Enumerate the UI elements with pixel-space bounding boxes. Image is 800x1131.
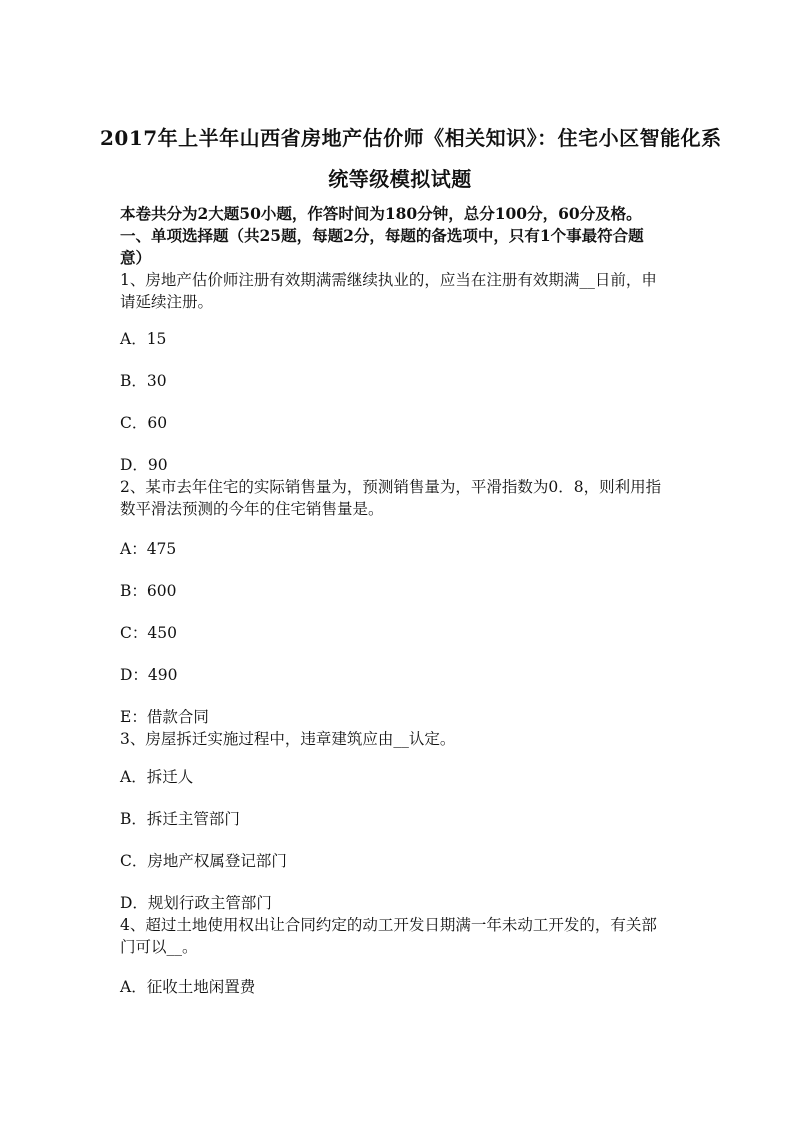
question-1-stem-line-2: 请延续注册。	[120, 293, 214, 311]
question-2-option-c: C：450	[120, 624, 177, 642]
question-1-option-c: C．60	[120, 414, 168, 432]
section-heading-line-2: 意）	[120, 248, 152, 267]
question-1-stem-line-1: 1、房地产估价师注册有效期满需继续执业的，应当在注册有效期满__日前，申	[120, 271, 657, 289]
document-title-line-1: 2017年上半年山西省房地产估价师《相关知识》：住宅小区智能化系	[100, 126, 722, 150]
question-3-option-a: A．拆迁人	[120, 768, 194, 786]
question-2-option-e: E：借款合同	[120, 708, 209, 726]
question-1-option-b: B．30	[120, 372, 167, 390]
question-3-option-b: B．拆迁主管部门	[120, 810, 240, 828]
question-4-option-a: A．征收土地闲置费	[120, 978, 256, 996]
exam-intro: 本卷共分为2大题50小题，作答时间为180分钟，总分100分，60分及格。	[120, 204, 642, 223]
document-title-line-2: 统等级模拟试题	[328, 167, 472, 191]
section-heading-line-1: 一、单项选择题（共25题，每题2分，每题的备选项中，只有1个事最符合题	[120, 226, 644, 245]
question-2-option-a: A：475	[120, 540, 177, 558]
question-4-stem-line-1: 4、超过土地使用权出让合同约定的动工开发日期满一年未动工开发的，有关部	[120, 916, 657, 934]
question-3-stem-line-1: 3、房屋拆迁实施过程中，违章建筑应由__认定。	[120, 730, 456, 748]
question-3-option-d: D．规划行政主管部门	[120, 894, 272, 912]
question-4-stem-line-2: 门可以__。	[120, 938, 198, 956]
question-2-stem-line-2: 数平滑法预测的今年的住宅销售量是。	[120, 500, 384, 518]
question-2-stem-line-1: 2、某市去年住宅的实际销售量为，预测销售量为，平滑指数为0．8，则利用指	[120, 478, 662, 496]
question-2-option-d: D：490	[120, 666, 178, 684]
question-2-option-b: B：600	[120, 582, 177, 600]
question-3-option-c: C．房地产权属登记部门	[120, 852, 287, 870]
question-1-option-d: D．90	[120, 456, 168, 474]
question-1-option-a: A．15	[120, 330, 167, 348]
